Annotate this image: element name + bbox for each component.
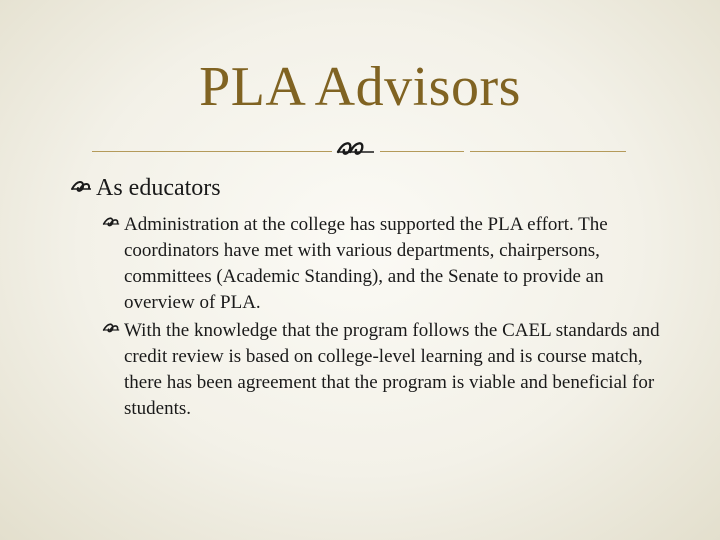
bullet-list xyxy=(70,172,670,422)
double-curl-bullet-icon xyxy=(334,139,378,165)
curl-bullet-icon xyxy=(102,215,120,233)
bullet-level1-item xyxy=(70,172,670,204)
title-divider-left xyxy=(92,151,332,152)
curl-bullet-icon xyxy=(70,178,92,200)
bullet-level2-text: With the knowledge that the program follows the CAEL standards and credit review is based on college-level learning and is course match, there has been agreement that the program is viable and beneficial for students. xyxy=(124,320,660,419)
slide-title: PLA Advisors xyxy=(199,56,521,118)
curl-bullet-icon xyxy=(102,321,120,339)
title-divider-mid xyxy=(380,151,464,152)
bullet-level2-item xyxy=(124,212,670,316)
title-divider-right xyxy=(470,151,626,152)
bullet-level1-text: As educators xyxy=(96,175,221,201)
bullet-level2-item xyxy=(124,318,670,422)
bullet-level2-text: Administration at the college has supported the PLA effort. The coordinators have met with various departments, chairpersons, committees (Academic Standing), and the Senate to provide an overview of PLA. xyxy=(124,214,608,313)
